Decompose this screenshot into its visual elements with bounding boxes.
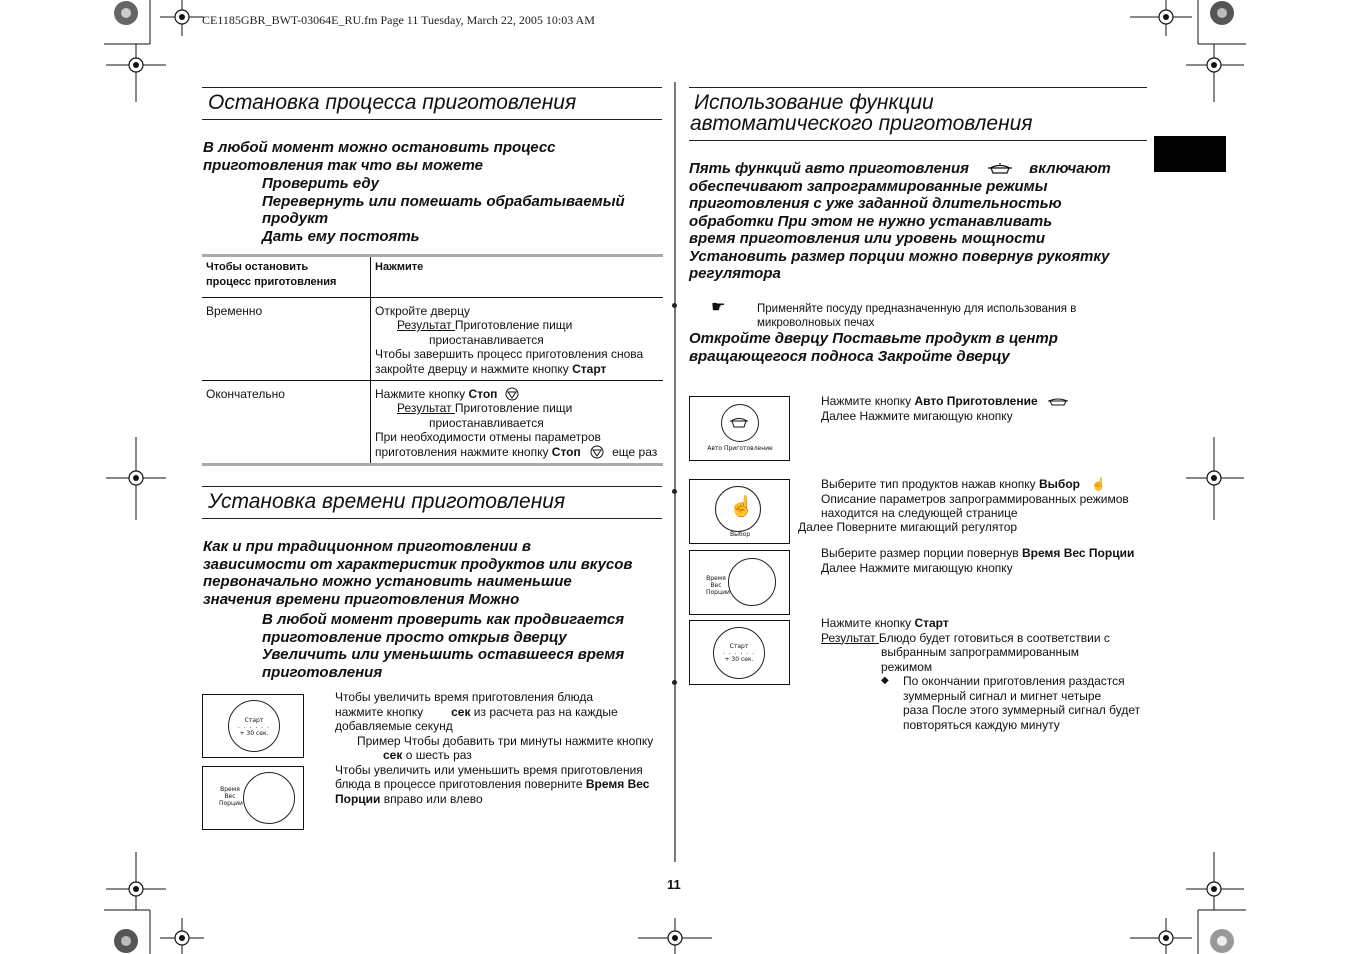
table-cell: Окончательно bbox=[202, 380, 371, 463]
step2-next: Далее Поверните мигающий регулятор bbox=[798, 520, 1018, 534]
step2-text: Выберите тип продуктов нажав кнопку Выбор ☝ Описание параметров запрограммированных режимов находится на следующей странице bbox=[821, 477, 1129, 520]
stop-section-title: Остановка процесса приготовления bbox=[208, 91, 577, 114]
start-button-illustration: Старт · · · · · · + 30 сек. bbox=[689, 620, 790, 685]
list-item: приготовление просто открыв дверцу bbox=[262, 628, 567, 646]
divider bbox=[202, 119, 662, 120]
list-item: В любой момент проверить как продвигается bbox=[262, 611, 625, 628]
list-item: Перевернуть или помешать обрабатываемый bbox=[262, 192, 625, 210]
weight-knob-illustration: Время Вес Порции bbox=[689, 550, 790, 615]
step1-text: Нажмите кнопку Авто Приготовление Далее Нажмите мигающую кнопку bbox=[821, 394, 1151, 423]
table-row bbox=[202, 380, 663, 463]
diamond-bullet-icon: ◆ bbox=[881, 675, 889, 686]
weight-knob-illustration: Время Вес Порции bbox=[202, 766, 304, 830]
table-header-cell: Чтобы остановить процесс приготовления bbox=[202, 257, 371, 297]
stop-options-list bbox=[262, 175, 662, 245]
list-item: продукт bbox=[262, 210, 329, 227]
step4-text: Нажмите кнопку Старт Результат Блюдо будет готовиться в соответствии с выбранным запрограммированным режимом ◆ По окончании приготовления раздастся зуммерный сигнал и мигнет четыре раза После этого зуммерный сигнал будет повторяться каждую минуту bbox=[821, 616, 1141, 732]
stop-icon bbox=[590, 445, 604, 459]
divider bbox=[202, 87, 662, 88]
page-number: 11 bbox=[667, 877, 681, 892]
pointing-hand-icon: ☛ bbox=[711, 299, 726, 316]
margin-dot bbox=[672, 489, 677, 494]
auto-cook-icon bbox=[987, 161, 1013, 175]
divider bbox=[689, 87, 1147, 88]
document-header: CE1185GBR_BWT-03064E_RU.fm Page 11 Tuesday, March 22, 2005 10:03 AM bbox=[202, 13, 595, 27]
table-cell: Откройте дверцу Результат Приготовление пищи приостанавливается Чтобы завершить процесс приготовления снова закройте дверцу и нажмите кнопку Старт bbox=[375, 303, 644, 376]
time-section-title: Установка времени приготовления bbox=[208, 490, 566, 513]
divider bbox=[202, 518, 662, 519]
margin-dot bbox=[672, 680, 677, 685]
section-tab-marker bbox=[1154, 136, 1226, 172]
list-item: Увеличить или уменьшить оставшееся время bbox=[262, 646, 625, 663]
auto-cook-button-illustration: Авто Приготовление bbox=[689, 396, 790, 461]
auto-intro: Пять функций авто приготовления включают обеспечивают запрограммированные режимы приготовления с уже заданной длительностью обработки При этом не нужно устанавливать время приготовления или уровень мощности Установить размер порции можно повернув рукоятку регулятора bbox=[689, 160, 1111, 282]
hand-icon: ☝ bbox=[1091, 477, 1107, 491]
table-cell: Нажмите кнопку Стоп Результат Приготовление пищи приостанавливается При необходимости отмены параметров приготовления нажмите кнопку Стоп еще раз bbox=[375, 386, 658, 459]
divider bbox=[202, 486, 662, 487]
margin-dot bbox=[672, 303, 677, 308]
divider bbox=[689, 140, 1147, 141]
table-cell: Временно bbox=[202, 297, 371, 380]
list-item: Проверить еду bbox=[262, 175, 380, 192]
hand-icon: ☝ bbox=[729, 496, 754, 518]
table-row bbox=[202, 297, 663, 380]
door-instruction: Откройте дверцу Поставьте продукт в центр вращающегося подноса Закройте дверцу bbox=[689, 330, 1058, 365]
step3-text: Выберите размер порции повернув Время Вес Порции Далее Нажмите мигающую кнопку bbox=[821, 546, 1135, 575]
time-options-list bbox=[262, 611, 672, 681]
auto-section-title: Использование функции автоматического приготовления bbox=[690, 91, 1033, 135]
stop-table bbox=[202, 254, 663, 466]
table-header-row bbox=[202, 257, 663, 297]
table-header-cell: Нажмите bbox=[375, 261, 424, 273]
stop-icon bbox=[505, 387, 519, 401]
auto-cook-icon bbox=[1047, 395, 1069, 407]
time-intro: Как и при традиционном приготовлении в зависимости от характеристик продуктов или вкусов первоначально можно установить наименьшие значения времени приготовления Можно bbox=[203, 538, 633, 608]
time-adjust-text: Чтобы увеличить время приготовления блюда нажмите кнопку сек из расчета раз на каждые добавляемые секунд Пример Чтобы добавить три минуты нажмите кнопку сек о шесть раз Чтобы увеличить или уменьшить время приготовления блюда в процессе приготовления поверните Время Вес Порции вправо или влево bbox=[335, 690, 654, 806]
list-item: Дать ему постоять bbox=[262, 227, 420, 245]
auto-cook-icon bbox=[729, 412, 749, 432]
list-item: приготовления bbox=[262, 663, 383, 681]
cookware-note: Применяйте посуду предназначенную для использования в микроволновых печах bbox=[757, 303, 1077, 329]
start-button-illustration: Старт · · · · · · + 30 сек. bbox=[202, 694, 304, 758]
select-button-illustration: ☝ Выбор bbox=[689, 479, 790, 544]
stop-intro: В любой момент можно остановить процесс приготовления так что вы можете bbox=[203, 139, 556, 174]
